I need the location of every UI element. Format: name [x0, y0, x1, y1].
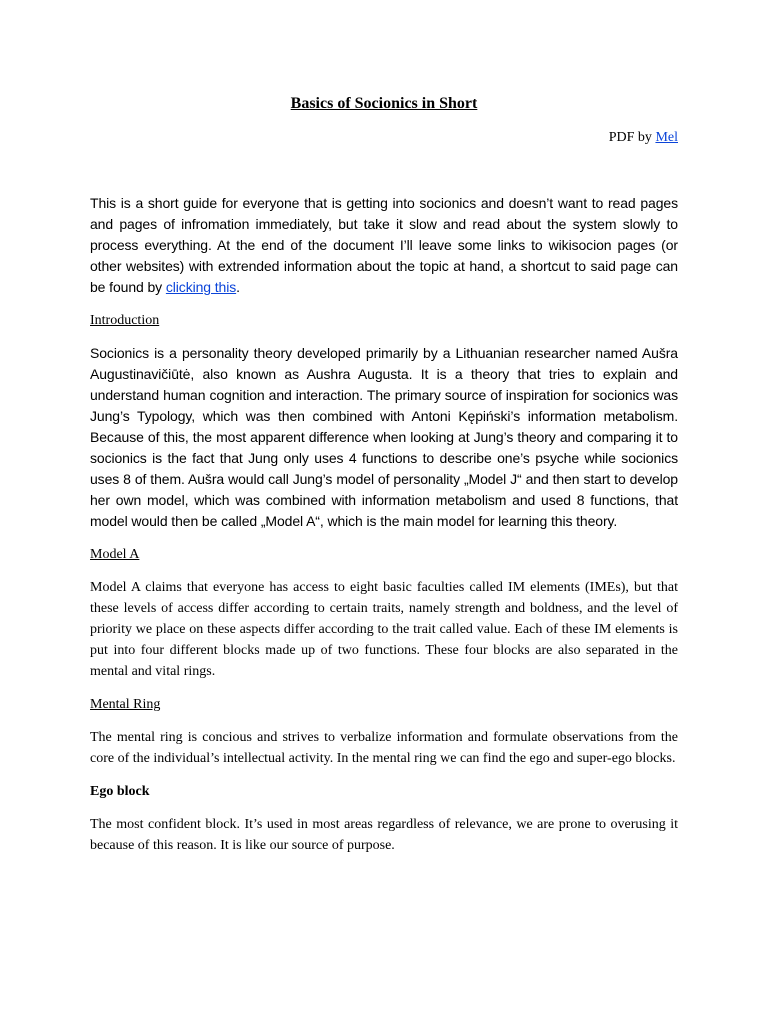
clicking-this-link[interactable]: clicking this: [165, 279, 237, 295]
intro-paragraph: [90, 193, 678, 298]
model-a-paragraph: Model A claims that everyone has access to eight basic faculties called IM elements (IMEs), but that these levels of access differ according to certain traits, namely strength and boldness, and the level of priority we place on these aspects differ according to the trait called value. Each of these IM elements is put into four different blocks made up of two functions. These four blocks are also separated in the mental and vital rings.: [90, 580, 678, 679]
ego-block-heading: Ego block: [90, 784, 150, 799]
intro-text-end: .: [236, 279, 240, 295]
mental-ring-heading: Mental Ring: [90, 697, 161, 712]
ego-block-paragraph: The most confident block. It’s used in most areas regardless of relevance, we are prone to overusing it because of this reason. It is like our source of purpose.: [90, 817, 678, 853]
byline: [609, 130, 678, 146]
mental-ring-paragraph: The mental ring is concious and strives to verbalize information and formulate observations from the core of the individual’s intellectual activity. In the mental ring we can find the ego and super-ego blocks.: [90, 730, 678, 766]
introduction-heading: Introduction: [90, 313, 160, 328]
byline-prefix: PDF by: [608, 130, 656, 145]
document-title: Basics of Socionics in Short: [290, 95, 478, 112]
author-link[interactable]: Mel: [655, 130, 678, 145]
introduction-paragraph: Socionics is a personality theory developed primarily by a Lithuanian researcher named Aušra Augustinavičiūtė, also known as Aushra Augusta. It is a theory that tries to explain and understand human cognition and interaction. The primary source of inspiration for socionics was Jung’s Typology, which was then combined with Antoni Kępiński’s information metabolism. Because of this, the most apparent difference when looking at Jung’s theory and comparing it to socionics is the fact that Jung only uses 4 functions to describe one’s psyche while socionics uses 8 of them. Aušra would call Jung’s model of personality „Model J“ and then start to develop her own model, which was combined with information metabolism and used 8 functions, that model would then be called „Model A“, which is the main model for learning this theory.: [90, 345, 678, 529]
document-body: [90, 193, 678, 868]
intro-text: This is a short guide for everyone that is getting into socionics and doesn’t want to read pages and pages of infromation immediately, but take it slow and read about the system slowly to process everything. At the end of the document I’ll leave some links to wikisocion pages (or other websites) with extrended information about the topic at hand, a shortcut to said page can be found by: [90, 195, 678, 295]
model-a-heading: Model A: [90, 547, 140, 562]
